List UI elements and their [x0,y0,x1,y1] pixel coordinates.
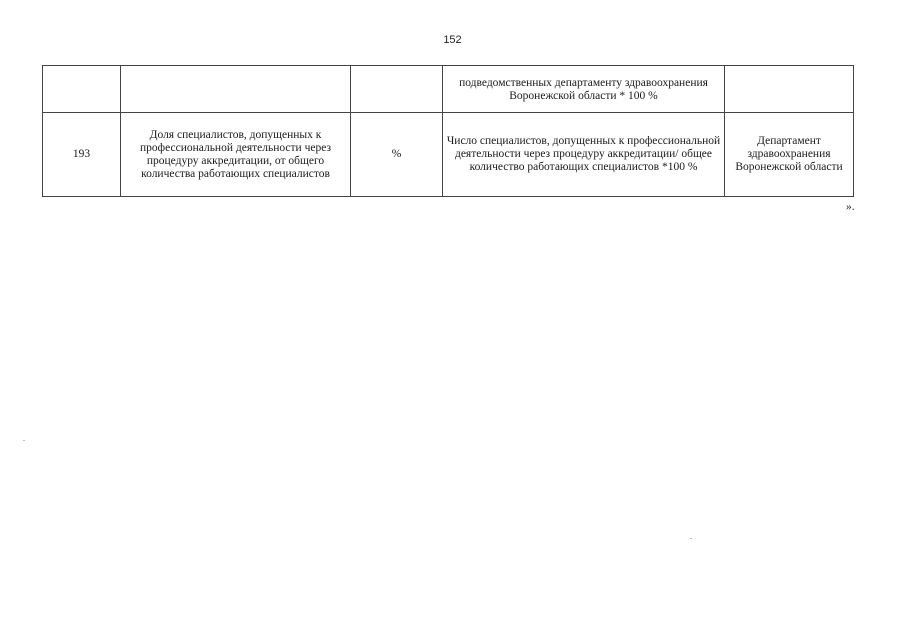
cell-indicator: Доля специалистов, допущенных к профессиональной деятельности через процедуру аккредитации, от общего количества работающих специалистов [121,113,351,197]
cell-formula: подведомственных департаменту здравоохранения Воронежской области * 100 % [443,66,725,113]
cell-number: 193 [43,113,121,197]
table-row [43,113,854,197]
cell-indicator [121,66,351,113]
scan-artifact [690,538,692,539]
table-row-continuation [43,66,854,113]
cell-number [43,66,121,113]
cell-formula: Число специалистов, допущенных к профессиональной деятельности через процедуру аккредитации/ общее количество работающих специалистов *100 % [443,113,725,197]
cell-unit [351,66,443,113]
cell-responsible [725,66,854,113]
page-number: 152 [443,34,462,46]
closing-quote: ». [846,201,855,213]
indicator-table [42,65,854,197]
scan-artifact [23,440,25,441]
cell-responsible: Департамент здравоохранения Воронежской области [725,113,854,197]
cell-unit: % [351,113,443,197]
